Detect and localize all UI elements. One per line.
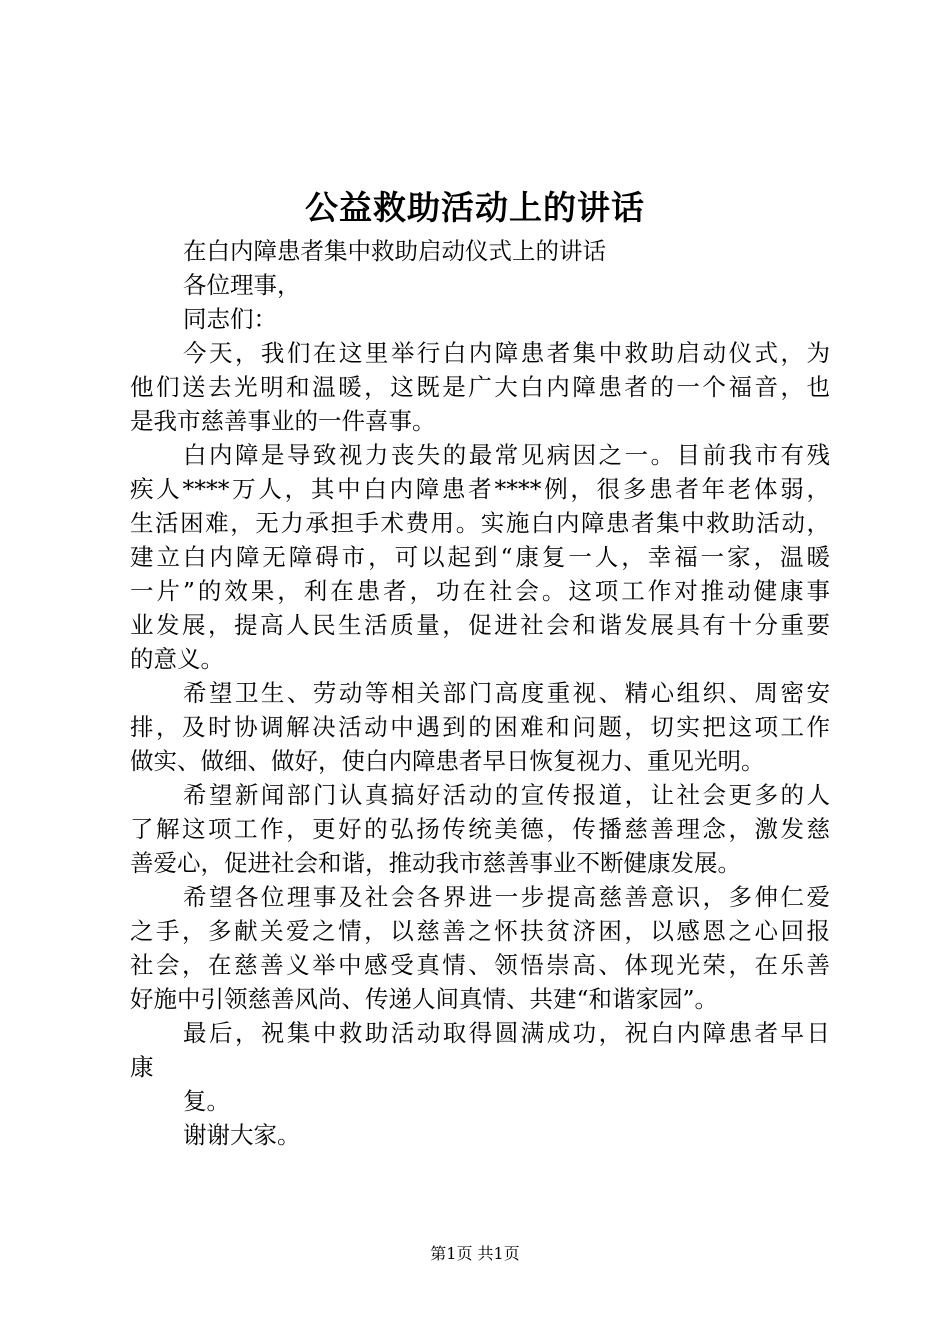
paragraph-line: 今天，我们在这里举行白内障患者集中救助启动仪式，为 [183, 339, 830, 367]
paragraph-line: 希望新闻部门认真搞好活动的宣传报道，让社会更多的人 [183, 781, 830, 809]
paragraph-line: 他们送去光明和温暖，这既是广大白内障患者的一个福音，也 [130, 373, 830, 401]
salutation-line: 各位理事， [183, 271, 301, 299]
page-title: 公益救助活动上的讲话 [305, 188, 645, 227]
paragraph-line: 社会，在慈善义举中感受真情、领悟崇高、体现光荣，在乐善 [130, 951, 830, 979]
paragraph-line: 希望卫生、劳动等相关部门高度重视、精心组织、周密安 [183, 679, 830, 707]
document-body [130, 234, 830, 1152]
paragraph-line: 生活困难，无力承担手术费用。实施白内障患者集中救助活动， [130, 509, 830, 537]
salutation-line: 同志们： [183, 305, 277, 333]
paragraph-line: 了解这项工作，更好的弘扬传统美德，传播慈善理念，激发慈 [130, 815, 830, 843]
paragraph-line: 好施中引领慈善风尚、传递人间真情、共建“和谐家园”。 [130, 985, 719, 1013]
paragraph-line: 希望各位理事及社会各界进一步提高慈善意识，多伸仁爱 [183, 883, 830, 911]
paragraph-line: 白内障是导致视力丧失的最常见病因之一。目前我市有残 [183, 441, 830, 469]
paragraph-line: 业发展，提高人民生活质量，促进社会和谐发展具有十分重要 [130, 611, 830, 639]
page-number-footer: 第1页 共1页 [430, 1244, 520, 1263]
subtitle-line: 在白内障患者集中救助启动仪式上的讲话 [183, 237, 606, 265]
paragraph-line: 排，及时协调解决活动中遇到的困难和问题，切实把这项工作 [130, 713, 830, 741]
paragraph-line: 复。 [183, 1087, 230, 1115]
closing-line: 谢谢大家。 [183, 1121, 301, 1149]
paragraph-line: 之手，多献关爱之情，以慈善之怀扶贫济困，以感恩之心回报 [130, 917, 830, 945]
paragraph-line: 是我市慈善事业的一件喜事。 [130, 407, 436, 435]
paragraph-line: 一片”的效果，利在患者，功在社会。这项工作对推动健康事 [130, 577, 830, 605]
paragraph-line: 做实、做细、做好，使白内障患者早日恢复视力、重见光明。 [130, 747, 765, 775]
paragraph-line: 疾人****万人，其中白内障患者****例，很多患者年老体弱， [130, 475, 830, 503]
paragraph-line: 最后，祝集中救助活动取得圆满成功，祝白内障患者早日 [183, 1019, 830, 1047]
paragraph-line: 的意义。 [130, 645, 224, 673]
paragraph-line: 康 [130, 1053, 154, 1081]
paragraph-line: 建立白内障无障碍市，可以起到“康复一人，幸福一家，温暖 [130, 543, 830, 571]
paragraph-line: 善爱心，促进社会和谐，推动我市慈善事业不断健康发展。 [130, 849, 741, 877]
